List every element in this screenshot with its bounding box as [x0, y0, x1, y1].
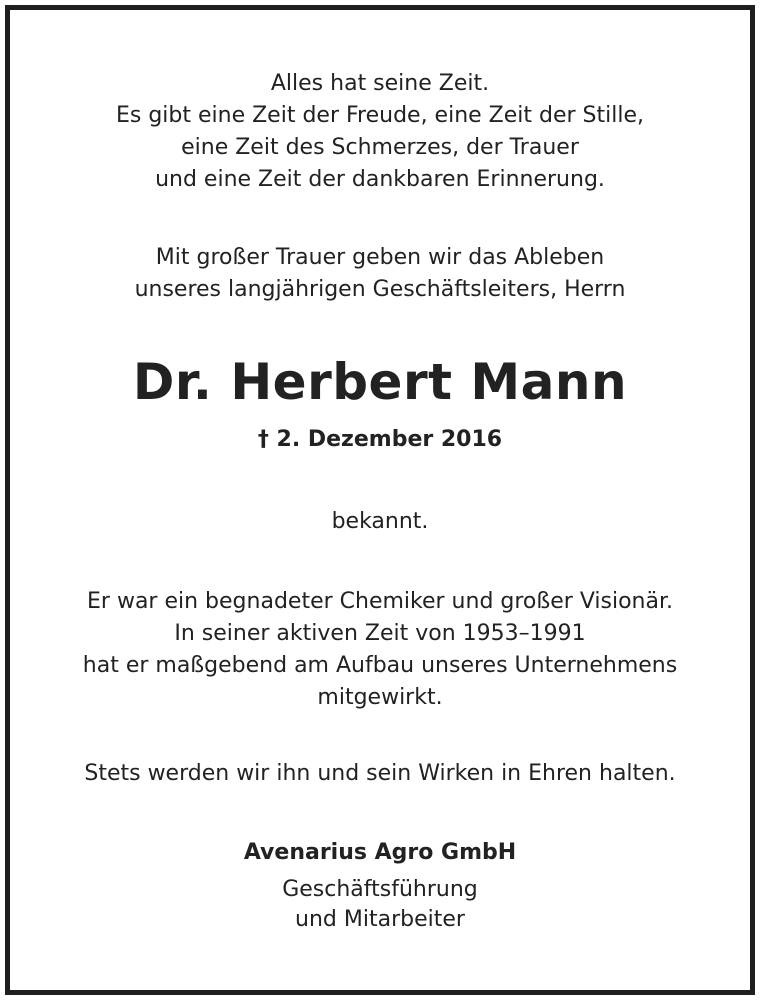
obituary-frame [5, 5, 755, 995]
obituary-content [10, 10, 750, 990]
death-date: † 2. Dezember 2016 [257, 427, 503, 452]
tribute-line-3: hat er maßgebend am Aufbau unseres Unternehmens [82, 653, 678, 678]
tribute-line-1: Er war ein begnadeter Chemiker und großer Visionär. [87, 589, 673, 614]
closing-word: bekannt. [331, 509, 429, 534]
deceased-name: Dr. Herbert Mann [132, 353, 628, 411]
honor-line: Stets werden wir ihn und sein Wirken in Ehren halten. [84, 761, 676, 786]
tribute-line-4: mitgewirkt. [317, 685, 443, 710]
poem-line-1: Alles hat seine Zeit. [270, 71, 490, 96]
poem-line-2: Es gibt eine Zeit der Freude, eine Zeit der Stille, [115, 103, 645, 128]
tribute-line-2: In seiner aktiven Zeit von 1953–1991 [174, 621, 586, 646]
company-name: Avenarius Agro GmbH [243, 840, 517, 865]
announcement-line-2: unseres langjährigen Geschäftsleiters, Herrn [134, 277, 626, 302]
poem-line-4: und eine Zeit der dankbaren Erinnerung. [155, 167, 605, 192]
announcement-line-1: Mit großer Trauer geben wir das Ableben [155, 245, 605, 270]
signature-line-2: und Mitarbeiter [295, 907, 465, 932]
poem-line-3: eine Zeit des Schmerzes, der Trauer [181, 135, 579, 160]
signature-line-1: Geschäftsführung [282, 877, 478, 902]
